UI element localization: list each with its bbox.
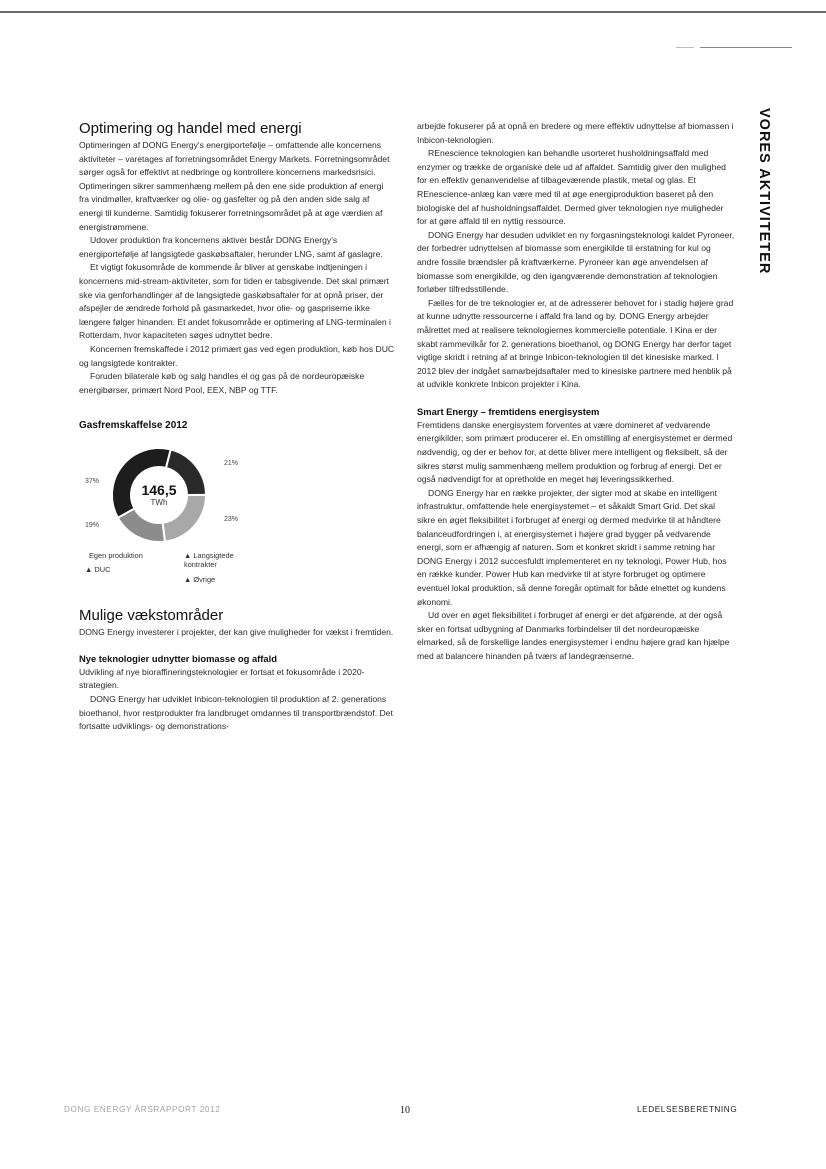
legend-item [85, 565, 110, 574]
chart-center-value: 146,5 [141, 482, 177, 499]
legend-item [184, 551, 254, 569]
paragraph: Udover produktion fra koncernens aktiver består DONG Energy's energiportefølje af langsigtede gaskøbsaftaler, herunder LNG, samt af gaslagre. [79, 235, 383, 259]
paragraph: Foruden bilaterale køb og salg handles el og gas på de nordeuropæiske energibørser, primært Nord Pool, EEX, NBP og TTF. [79, 371, 365, 395]
legend-swatch-icon: ▲ [184, 575, 192, 585]
paragraph: Et vigtigt fokusområde de kommende år bliver at genskabe indtjeningen i koncernens mid-stream-aktiviteter, som for tiden er tabsgivende. Det skal primært ske via genforhandlinger af de langsigtede gaskøbsaftaler for at opnå priser, der afspejler de ændrede forhold på gasmarkedet, hvor olie- og gaspriserne ikke længere følger hinanden. Et andet fokusområde er optimering af LNG-terminalen i Rotterdam, hvor kapaciteten søges udnyttet bedre. [79, 262, 391, 341]
side-label-text: VORES AKTIVITETER [756, 108, 772, 275]
slice-label: 37% [85, 478, 100, 486]
top-right-rule [700, 47, 792, 48]
chart-title: Gasfremskaffelse 2012 [79, 420, 188, 432]
heading-mulige: Mulige vækstområder [79, 607, 224, 625]
paragraph: DONG Energy har udviklet Inbicon-teknologien til produktion af 2. generations bioethanol, hvor restprodukter fra landbruget omdannes til transportbrændstof. Det fortsatte udviklings- og demonstrations- [79, 694, 393, 732]
legend-label: DUC [94, 565, 111, 575]
legend-item [89, 551, 143, 560]
paragraph: Fremtidens danske energisystem forventes at være domineret af vedvarende energikilder, som primært producerer el. En omstilling af energisystemet er dermed nødvendig, og der er behov for, at dette bliver mere intelligent og fleksibelt, så der sikres størst mulig sammenhæng mellem produktion og forbrug af energi. Det er også nødvendigt for at opretholde en meget høj leveringssikkerhed. [417, 419, 733, 485]
slice-label: 21% [224, 460, 239, 468]
paragraph: Udvikling af nye bioraffineringsteknologier er fortsat et fokusområde i 2020-strategien. [79, 666, 365, 691]
footer-section: LEDELSESBERETNING [637, 1105, 738, 1114]
legend-swatch-icon: ▲ [184, 551, 192, 561]
heading-smart-energy: Smart Energy – fremtidens energisystem [417, 405, 600, 417]
top-right-rule-short [676, 47, 694, 48]
page-number: 10 [400, 1105, 410, 1116]
paragraph: Fælles for de tre teknologier er, at de adresserer behovet for i stadig højere grad at kunne udnytte ressourcerne i affald fra land og by. DONG Energy arbejder målrettet med at realisere teknologiernes kommercielle potentiale. I Kina er der skabt rammevilkår for 2. generations bioethanol, og DONG Energy har derfor taget vigtige skridt i retning af at bringe Inbicon-teknologien til det kinesiske marked. I 2012 blev der indgået samarbejdsaftaler med to kinesiske partnere med henblik på at udvikle konkrete Inbicon projekter i Kina. [417, 297, 734, 390]
paragraph: DONG Energy har desuden udviklet en ny forgasningsteknologi kaldet Pyroneer, der forbedrer udnyttelsen af biomasse som energikilde til erstatning for kul og andre fossile brændsler på kraftværkerne. Pyroneer kan øge anvendelsen af biomasse som energikilde, og den igangværende demonstration af teknologien forløber tilfredsstillende. [417, 229, 735, 295]
paragraph: DONG Energy har en række projekter, der sigter mod at skabe en intelligent infrastruktur, omfattende hele energisystemet – et såkaldt Smart Grid. Det skal sikre en øget fleksibilitet i forbruget af energi og dermed medvirke til at håndtere balanceudfordringen i, at energisystemet i højere grad bygger på vedvarende energi, som er afhængig af naturen. Som et konkret skridt i samme retning har DONG Energy i 2012 succesfuldt implementeret en ny teknologi, Power Hub, hos en række kunder. Power Hub kan medvirke til at styre forbruget og optimere eventuel lokal produktion, så denne foregår optimalt for både elnettet og kundens økonomi. [417, 487, 727, 607]
slice-label: 23% [224, 516, 239, 524]
right-column [417, 120, 735, 664]
footer-report-title: DONG ENERGY ÅRSRAPPORT 2012 [64, 1105, 221, 1114]
legend-label: Langsigtede kontrakter [184, 551, 234, 570]
paragraph: Koncernen fremskaffede i 2012 primært gas ved egen produktion, køb hos DUC og langsigtede kontrakter. [79, 343, 395, 368]
legend-label: Egen produktion [89, 551, 143, 561]
paragraph: DONG Energy investerer i projekter, der kan give muligheder for vækst i fremtiden. [79, 627, 394, 638]
slice-label: 19% [85, 522, 100, 530]
paragraph: arbejde fokuserer på at opnå en bredere og mere effektiv udnyttelse af biomassen i Inbicon-teknologien. [417, 121, 734, 145]
legend-label: Øvrige [193, 575, 216, 585]
donut-slice [163, 495, 206, 542]
heading-nye-teknologier: Nye teknologier udnytter biomasse og affald [79, 652, 277, 664]
paragraph: Ud over en øget fleksibilitet i forbruget af energi er det afgørende, at der også sker en fortsat udbygning af Danmarks forbindelser til det nordeuropæiske elmarked, så de forskellige landes energisystemer i endnu højere grad kan hjælpe med at balancere hinanden på tværs af landegrænserne. [417, 610, 730, 661]
top-rule [0, 11, 826, 13]
heading-optimering: Optimering og handel med energi [79, 120, 302, 137]
legend-item [184, 575, 215, 584]
left-column [79, 120, 395, 734]
paragraph: Optimeringen af DONG Energy's energiportefølje – omfattende alle koncernens aktiviteter – varetages af forretningsområdet Energy Markets. Forretningsområdet sørger også for effektivt at nedbringe og kontrollere koncernens markedsrisici. Optimeringen sikrer sammenhæng mellem på den ene side produktion af energi fra vindmøller, kraftværker og olie- og gasfelter og på den anden side salg af energi til kunderne. Samtidig fokuserer forretningsområdet på at øge værdien af energistrømmene. [79, 140, 390, 232]
legend-swatch-icon: ▲ [85, 565, 93, 575]
paragraph: REnescience teknologien kan behandle usorteret husholdningsaffald med enzymer og trække de organiske dele ud af affaldet. Samtidig giver den mulighed for en effektiv genanvendelse af tilbageværende plastik, metal og glas. Et REnescience-anlæg kan være med til at øge energiproduktion baseret på den biologiske del af husholdningsaffaldet. Dermed giver teknologien nye muligheder for at gøre affald til en nyttig ressource. [417, 148, 726, 227]
gas-supply-chart [79, 419, 395, 589]
section-side-label [752, 108, 780, 288]
chart-center-unit: TWh [150, 498, 168, 508]
